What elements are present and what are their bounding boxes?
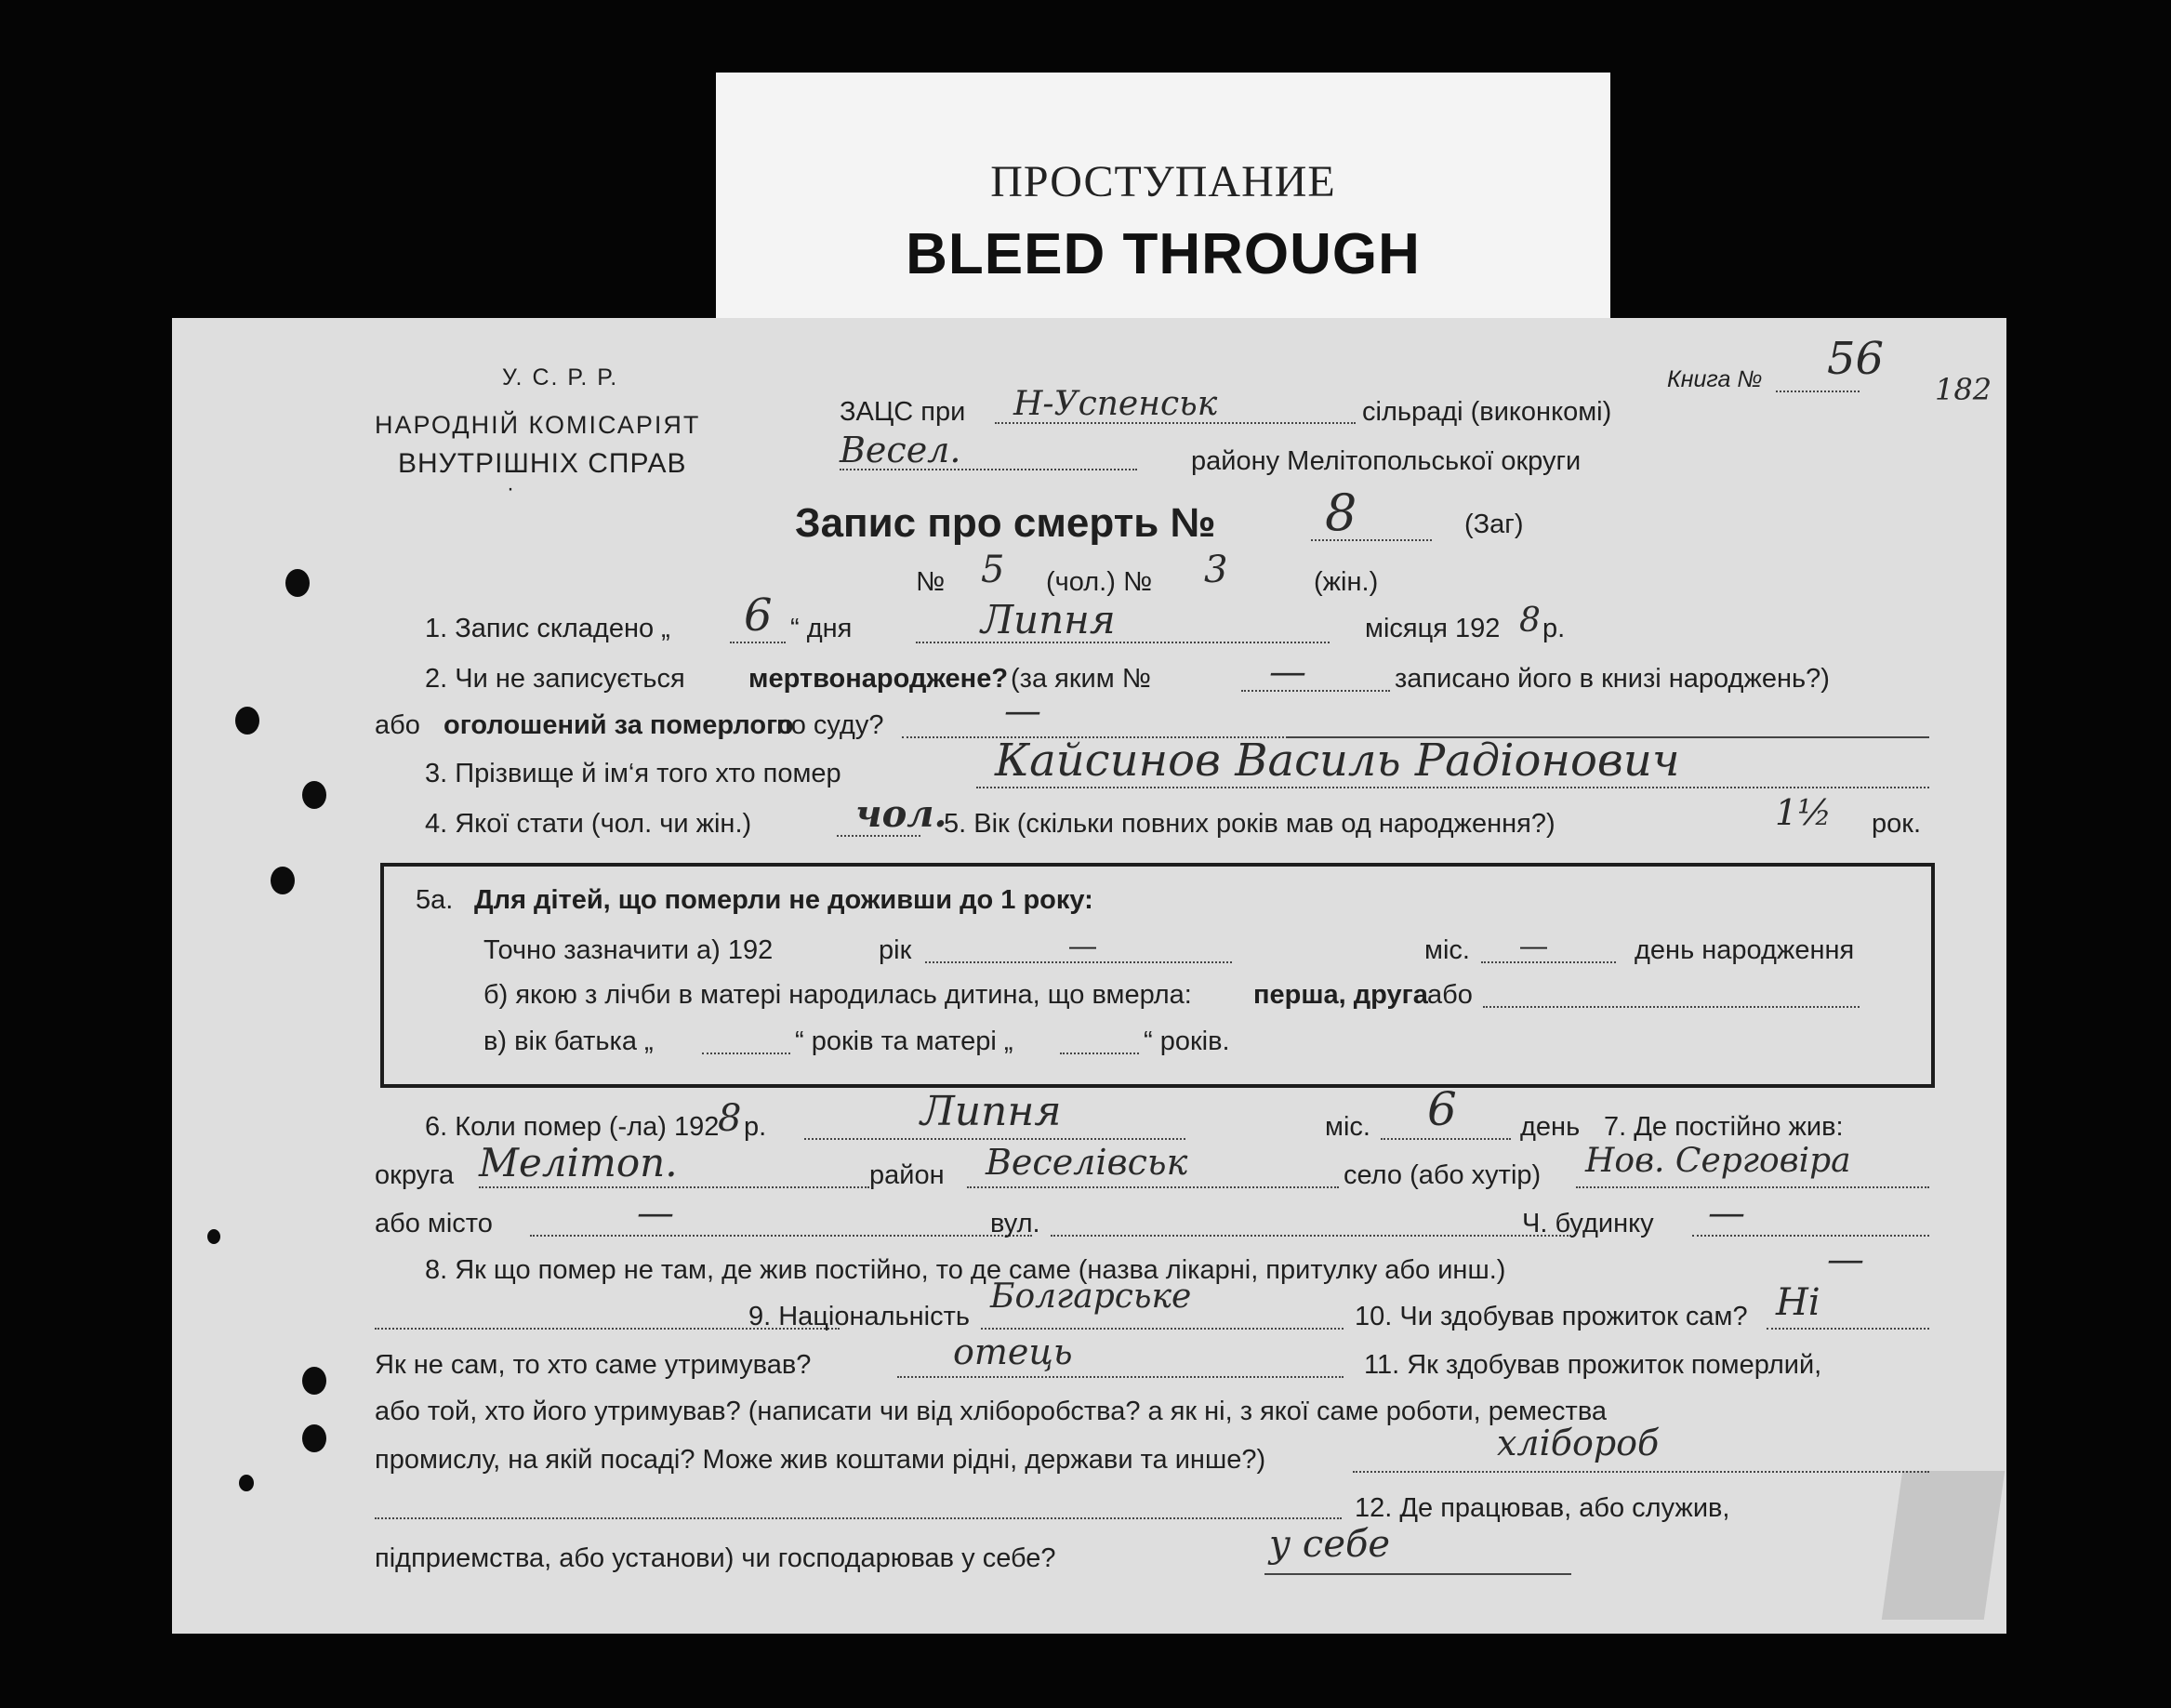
f7-vul-label: вул.	[990, 1209, 1040, 1238]
male-number-label: (чол.) №	[1046, 567, 1153, 597]
f7-raion-value: Веселівськ	[986, 1142, 1188, 1183]
f7-selo-line	[1576, 1186, 1929, 1188]
f8-label: 8. Як що помер не там, де жив постійно, то де саме (назва лікарні, притулку або инш.)	[425, 1255, 1506, 1285]
form-title: Запис про смерть №	[795, 500, 1216, 546]
f7-misto-value: —	[637, 1192, 674, 1235]
f5-age-unit: рок.	[1872, 809, 1922, 839]
f10-label: 10. Чи здобував прожиток сам?	[1355, 1302, 1748, 1331]
zags-village: Н-Успенськ	[1013, 385, 1218, 423]
punch-hole	[302, 781, 326, 809]
f7-bud-value: —	[1708, 1192, 1745, 1235]
f8-value: —	[1827, 1238, 1864, 1281]
f1-month-label: місяця 192	[1365, 614, 1501, 643]
f2-court-dash: —	[1004, 690, 1041, 733]
f5a-mother-age-line	[1060, 1053, 1139, 1054]
f5a-line1-a: Точно зазначити а) 192	[483, 935, 774, 965]
f11-occupation-line	[1353, 1471, 1929, 1473]
f7-okruga-label: округа	[375, 1160, 455, 1190]
f7-selo-value: Нов. Серговіра	[1585, 1142, 1851, 1180]
f2-declared-dead: оголошений за померлого	[443, 710, 794, 740]
label-text-russian: ПРОСТУПАНИЕ	[990, 157, 1336, 206]
f7-selo-label: село (або хутір)	[1344, 1160, 1542, 1190]
f5a-line1-c: міс.	[1424, 935, 1470, 965]
f3-name-line	[976, 787, 1929, 788]
district-name: Весел.	[840, 430, 961, 470]
f11-extra-line	[375, 1517, 1342, 1519]
f5a-line2-b: перша, друга	[1253, 980, 1428, 1010]
record-number: 8	[1325, 483, 1357, 542]
f1-day-label: “ дня	[790, 614, 853, 643]
f5a-father-age-line	[702, 1053, 790, 1054]
f5a-line2-a: б) якою з лічби в матері народилась дитина, що вмерла:	[483, 980, 1192, 1010]
f3-deceased-name: Кайсинов Василь Радіонович	[995, 735, 1680, 787]
punch-hole	[302, 1424, 326, 1452]
f7-okruga-line	[479, 1186, 869, 1188]
f9-nationality-value: Болгарське	[990, 1278, 1192, 1316]
punch-hole	[302, 1367, 326, 1395]
f4-sex-value: чол.	[855, 792, 947, 836]
f5a-heading: Для дітей, що померли не доживши до 1 року:	[474, 885, 1093, 915]
f2-label: 2. Чи не записується	[425, 664, 685, 694]
f4-sex-line	[837, 835, 920, 837]
f5a-month-line	[1481, 961, 1616, 963]
f9-nationality-line	[981, 1328, 1344, 1330]
f1-day-line	[730, 642, 786, 643]
f7-raion-line	[967, 1186, 1339, 1188]
record-number-line	[1311, 539, 1432, 541]
f12-line	[1264, 1573, 1571, 1575]
title-suffix: (Заг)	[1464, 510, 1524, 539]
num-label: №	[916, 567, 946, 597]
f2-no-line	[1241, 690, 1390, 692]
punch-hole	[239, 1475, 254, 1491]
f2-dash: —	[1269, 651, 1306, 694]
book-label: Книга №	[1667, 366, 1763, 392]
f5a-order-line	[1483, 1006, 1860, 1008]
f10-line	[1767, 1328, 1929, 1330]
f6-label: 6. Коли помер (-ла) 192	[425, 1112, 720, 1142]
f12-label: 12. Де працював, або служив,	[1355, 1493, 1730, 1523]
punch-hole	[285, 569, 310, 597]
zags-prefix: ЗАЦС при	[840, 397, 966, 427]
book-extra-number: 182	[1935, 372, 1992, 407]
ussr-heading: У. С. Р. Р.	[502, 364, 619, 391]
f1-year-suffix: р.	[1542, 614, 1566, 643]
punch-hole	[207, 1229, 220, 1244]
commissariat-line-2: ВНУТРІШНІХ СПРАВ	[398, 448, 687, 479]
f10b-label: Як не сам, то хто саме утримував?	[375, 1350, 812, 1380]
f7-vul-line	[1051, 1235, 1571, 1237]
f6-day-line	[1381, 1138, 1511, 1140]
book-number: 56	[1827, 333, 1885, 385]
f6-day-value: 6	[1427, 1082, 1457, 1136]
bleed-through-label-card	[716, 73, 1610, 335]
punch-hole	[235, 707, 259, 735]
f7-misto-label: або місто	[375, 1209, 493, 1238]
f6-month-line	[804, 1138, 1185, 1140]
f5a-number: 5а.	[416, 885, 454, 915]
f5a-line3-c: “ років.	[1144, 1026, 1230, 1056]
f5a-month-dash: —	[1520, 932, 1547, 961]
f5a-line2-c: або	[1427, 980, 1473, 1010]
f11-question-2: промислу, на якій посаді? Може жив коштами рідні, держави та инше?)	[375, 1445, 1266, 1475]
header-dot: ·	[507, 476, 514, 501]
death-record-form	[172, 318, 2006, 1634]
commissariat-line-1: НАРОДНІЙ КОМІСАРІЯТ	[375, 411, 701, 439]
f1-day-value: 6	[744, 589, 773, 642]
female-number-label: (жін.)	[1314, 567, 1379, 597]
f5a-year-dash: —	[1069, 932, 1096, 961]
f7-okruga-value: Мелітоп.	[479, 1140, 678, 1185]
f5-label: 5. Вік (скільки повних років мав од народження?)	[944, 809, 1555, 839]
f10-value: Ні	[1776, 1281, 1820, 1324]
label-text-english: BLEED THROUGH	[906, 222, 1421, 286]
f5a-line1-b: рік	[879, 935, 912, 965]
f6-month-value: Липня	[920, 1088, 1062, 1135]
f2-by-court: по суду?	[776, 710, 884, 740]
f10b-line	[897, 1376, 1344, 1378]
district-suffix: району Мелітопольської округи	[1191, 446, 1582, 476]
f1-month-line	[916, 642, 1330, 643]
female-number: 3	[1204, 549, 1228, 591]
f2-which-no: (за яким №	[1011, 664, 1151, 694]
f5-age-value: 1½	[1775, 792, 1833, 833]
f1-year-value: 8	[1519, 602, 1541, 640]
f7-raion-label: район	[869, 1160, 945, 1190]
f11-occupation-value: хлібороб	[1497, 1423, 1660, 1463]
f6-year-suffix: р.	[744, 1112, 767, 1142]
f11-question-1: або той, хто його утримував? (написати чи від хліборобства? а як ні, з якої саме роботи, ремества	[375, 1397, 1608, 1426]
f9-label: 9. Національність	[748, 1302, 971, 1331]
f6-day-label: день	[1520, 1112, 1581, 1142]
f1-label: 1. Запис складено „	[425, 614, 670, 643]
f2-or: або	[375, 710, 420, 740]
page-edge-stack	[1882, 1471, 2005, 1620]
f7-bud-label: Ч. будинку	[1522, 1209, 1654, 1238]
book-no-line	[1776, 391, 1860, 392]
f7-label: 7. Де постійно жив:	[1604, 1112, 1844, 1142]
f2-birth-book: записано його в книзі народжень?)	[1395, 664, 1830, 694]
f10b-value: отець	[953, 1331, 1073, 1372]
f7-misto-line	[530, 1235, 1032, 1237]
f6-month-label: міс.	[1325, 1112, 1370, 1142]
male-number: 5	[981, 549, 1005, 591]
f12-value: у себе	[1269, 1523, 1391, 1566]
zags-village-line	[995, 422, 1356, 424]
f2-stillborn: мертвонароджене?	[748, 664, 1009, 694]
f11-label: 11. Як здобував прожиток померлий,	[1364, 1350, 1822, 1380]
f5a-line1-d: день народження	[1635, 935, 1855, 965]
district-line	[840, 469, 1137, 470]
f4-label: 4. Якої стати (чол. чи жін.)	[425, 809, 752, 839]
f1-month-value: Липня	[981, 597, 1116, 642]
f12-question: підприемства, або установи) чи господарював у себе?	[375, 1543, 1056, 1573]
f3-label: 3. Прізвище й ім‘я того хто помер	[425, 759, 841, 788]
zags-suffix: сільраді (виконкомі)	[1362, 397, 1612, 427]
f5a-line3-a: в) вік батька „	[483, 1026, 654, 1056]
f6-year-value: 8	[718, 1097, 742, 1140]
punch-hole	[271, 867, 295, 894]
f5a-line3-b: “ років та матері „	[795, 1026, 1013, 1056]
f7-bud-line	[1692, 1235, 1929, 1237]
